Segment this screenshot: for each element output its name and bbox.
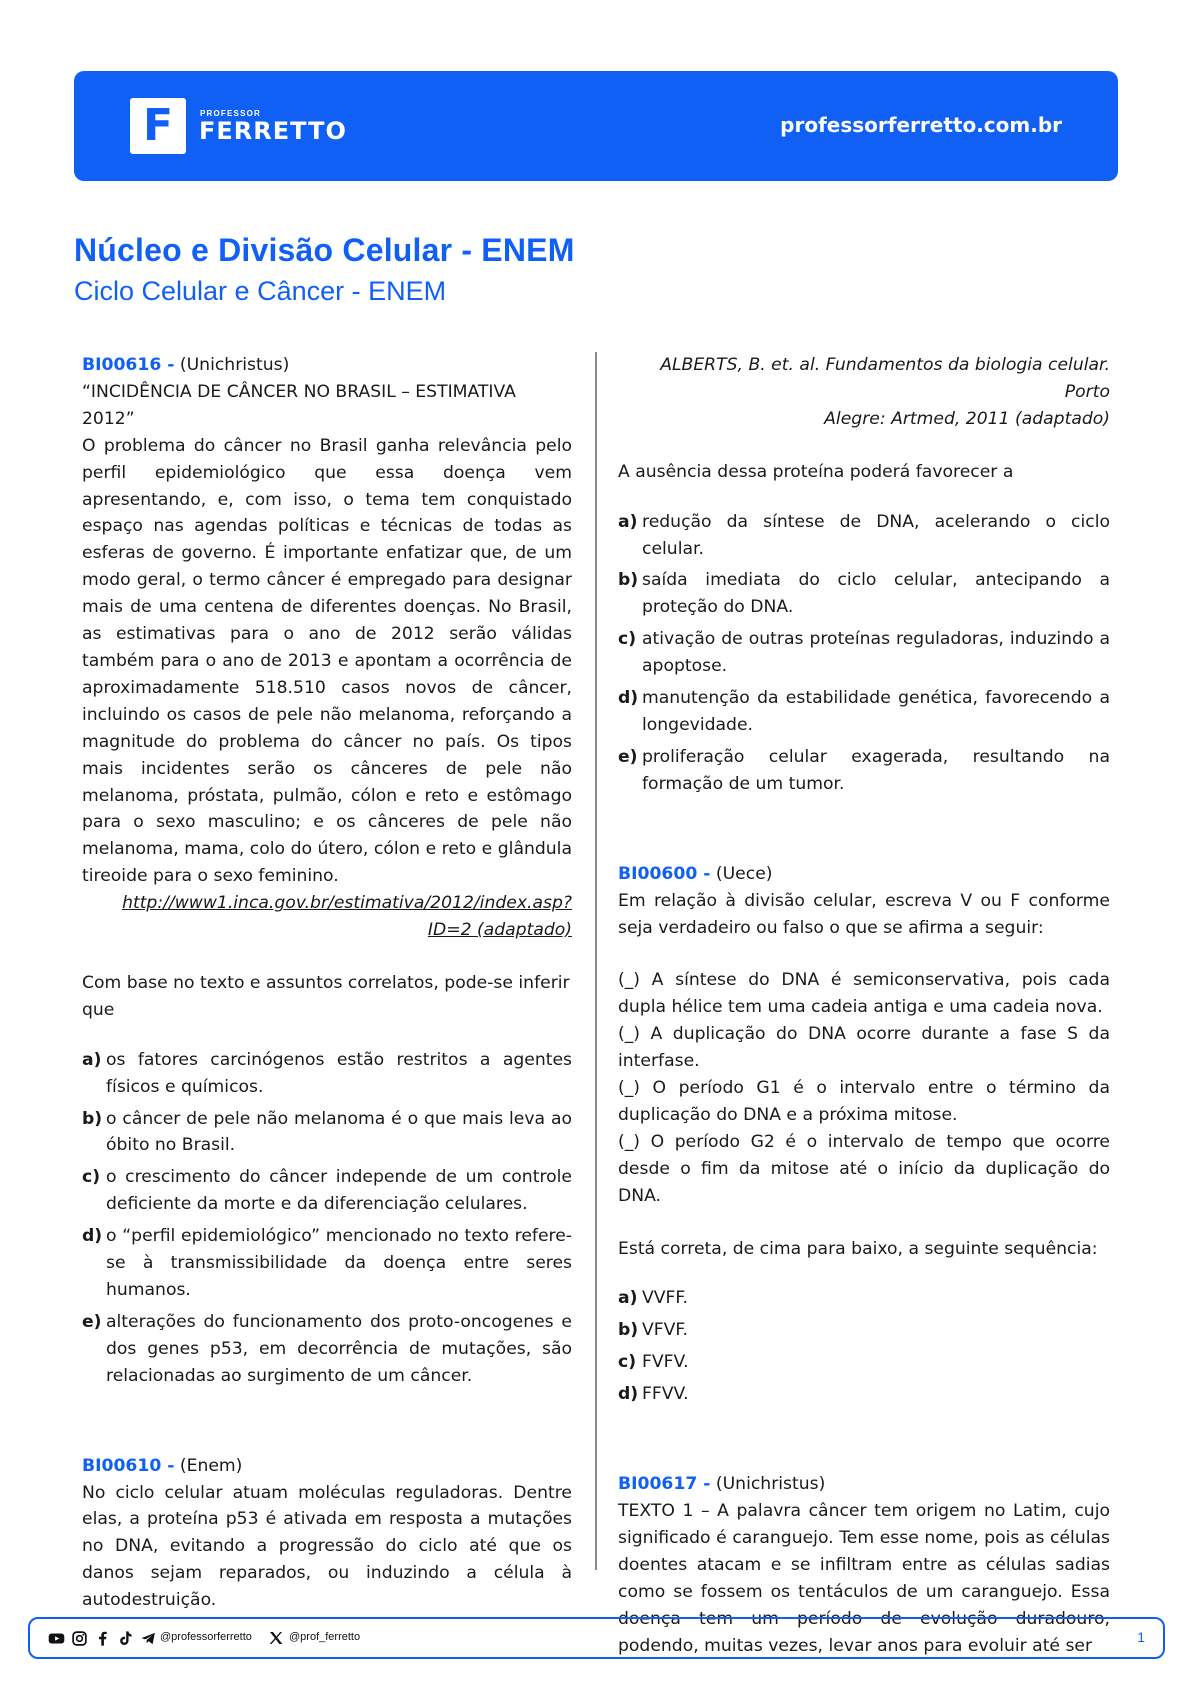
social-icons: [48, 1630, 157, 1647]
question-header: [618, 1471, 1110, 1498]
option-a[interactable]: a) VVFF.: [618, 1288, 688, 1309]
page-title: Núcleo e Divisão Celular - ENEM: [74, 232, 575, 268]
header-banner: [74, 71, 1118, 181]
question-prompt: Com base no texto e assuntos correlatos, pode-se inferir que: [82, 972, 570, 1020]
youtube-icon[interactable]: [48, 1630, 65, 1647]
reference-link-2[interactable]: ID=2 (adaptado): [427, 920, 572, 941]
right-column: [618, 352, 1110, 1659]
option-a[interactable]: a) os fatores carcinógenos estão restritos a agentes físicos e químicos.: [82, 1049, 572, 1097]
question-code: BI00610 -: [82, 1455, 175, 1476]
x-handle[interactable]: @prof_ferretto: [289, 1631, 361, 1643]
question-code: BI00617 -: [618, 1474, 711, 1495]
question-code: BI00600 -: [618, 863, 711, 884]
question-source: (Unichristus): [715, 1474, 826, 1495]
reference-link[interactable]: http://www1.inca.gov.br/estimativa/2012/index.asp?: [122, 893, 572, 914]
reference-citation-2: Alegre: Artmed, 2011 (adaptado): [824, 408, 1110, 429]
left-column: [82, 352, 572, 1614]
question-text: O problema do câncer no Brasil ganha relevância pelo perfil epidemiológico que essa doença vem apresentando, e, com isso, o tema tem conquistado espaço nas agendas políticas e técnicas de todas as esferas de governo. É importante enfatizar que, de um modo geral, o termo câncer é empregado para designar mais de uma centena de diferentes doenças. No Brasil, as estimativas para o ano de 2012 serão válidas também para o ano de 2013 e apontam a ocorrência de aproximadamente 518.510 casos novos de câncer, incluindo os casos de pele não melanoma, reforçando a magnitude do problema do câncer no país. Os tipos mais incidentes serão os cânceres de pele não melanoma, próstata, pulmão, cólon e reto e estômago para o sexo masculino; e os cânceres de pele não melanoma, mama, colo do útero, cólon e reto e glândula tireoide para o sexo feminino.: [82, 435, 572, 887]
option-b[interactable]: b) o câncer de pele não melanoma é o que mais leva ao óbito no Brasil.: [82, 1108, 572, 1156]
logo-letter: F: [142, 100, 174, 151]
facebook-icon[interactable]: [94, 1630, 111, 1647]
question-prompt: A ausência dessa proteína poderá favorecer a: [618, 461, 1014, 482]
reference-citation: ALBERTS, B. et. al. Fundamentos da biologia celular. Porto: [660, 355, 1110, 402]
option-a[interactable]: a) redução da síntese de DNA, acelerando o ciclo celular.: [618, 511, 1110, 559]
option-e[interactable]: e) alterações do funcionamento dos proto-oncogenes e dos genes p53, em decorrência de mutações, são relacionadas ao surgimento de um câncer.: [82, 1311, 572, 1386]
logo-icon: [130, 98, 186, 154]
question-header: [82, 352, 572, 379]
page-subtitle: Ciclo Celular e Câncer - ENEM: [74, 276, 447, 306]
footer-bar: [28, 1617, 1165, 1659]
option-b[interactable]: b) VFVF.: [618, 1320, 688, 1341]
option-d[interactable]: d) FFVV.: [618, 1384, 689, 1405]
logo-small-text: PROFESSOR: [200, 109, 262, 118]
social-handle[interactable]: @professorferretto: [160, 1631, 252, 1643]
tiktok-icon[interactable]: [117, 1630, 134, 1647]
page-number: 1: [1137, 1629, 1145, 1645]
column-divider: [595, 352, 597, 1570]
option-b[interactable]: b) saída imediata do ciclo celular, antecipando a proteção do DNA.: [618, 570, 1110, 618]
option-d[interactable]: d) manutenção da estabilidade genética, favorecendo a longevidade.: [618, 688, 1110, 735]
statement: (_) A síntese do DNA é semiconservativa, pois cada dupla hélice tem uma cadeia antiga e uma cadeia nova.: [618, 970, 1110, 1018]
x-icon[interactable]: [268, 1630, 284, 1646]
statement: (_) O período G2 é o intervalo de tempo que ocorre desde o fim da mitose até o início da duplicação do DNA.: [618, 1131, 1110, 1206]
question-text: TEXTO 1 – A palavra câncer tem origem no Latim, cujo significado é caranguejo. Tem esse nome, pois as células doentes atacam e se infiltram entre as células sadias como se fossem os tentáculos de um caranguejo. Essa doença tem um período de evolução duradouro, podendo, muitas vezes, levar anos para evoluir até ser: [618, 1501, 1110, 1656]
question-text: No ciclo celular atuam moléculas reguladoras. Dentre elas, a proteína p53 é ativada em resposta a mutações no DNA, evitando a progressão do ciclo até que os danos sejam reparados, ou induzindo a célula à autodestruição.: [82, 1482, 572, 1611]
statement: (_) A duplicação do DNA ocorre durante a fase S da interfase.: [618, 1024, 1110, 1072]
option-c[interactable]: c) o crescimento do câncer independe de um controle deficiente da morte e da diferenciação celulares.: [82, 1167, 572, 1215]
question-header: [618, 861, 1110, 888]
question-source: (Enem): [179, 1455, 243, 1476]
option-d[interactable]: d) o “perfil epidemiológico” mencionado no texto refere-se à transmissibilidade da doença entre seres humanos.: [82, 1226, 572, 1300]
option-c[interactable]: c) FVFV.: [618, 1352, 689, 1373]
question-code: BI00616 -: [82, 355, 175, 375]
instagram-icon[interactable]: [71, 1630, 88, 1647]
question-header: [82, 1453, 572, 1480]
question-source: (Unichristus): [179, 355, 290, 375]
question-source: (Uece): [715, 863, 773, 884]
website-link[interactable]: professorferretto.com.br: [780, 113, 1062, 137]
logo-name: FERRETTO: [199, 117, 347, 145]
option-e[interactable]: e) proliferação celular exagerada, resultando na formação de um tumor.: [618, 746, 1110, 794]
question-text: Em relação à divisão celular, escreva V ou F conforme seja verdadeiro ou falso o que se afirma a seguir:: [618, 890, 1110, 938]
question-prompt: Está correta, de cima para baixo, a seguinte sequência:: [618, 1238, 1098, 1259]
option-c[interactable]: c) ativação de outras proteínas reguladoras, induzindo a apoptose.: [618, 629, 1110, 677]
question-heading: “INCIDÊNCIA DE CÂNCER NO BRASIL – ESTIMATIVA 2012”: [82, 381, 516, 429]
telegram-icon[interactable]: [140, 1630, 157, 1647]
statement: (_) O período G1 é o intervalo entre o término da duplicação do DNA e a próxima mitose.: [618, 1078, 1110, 1125]
